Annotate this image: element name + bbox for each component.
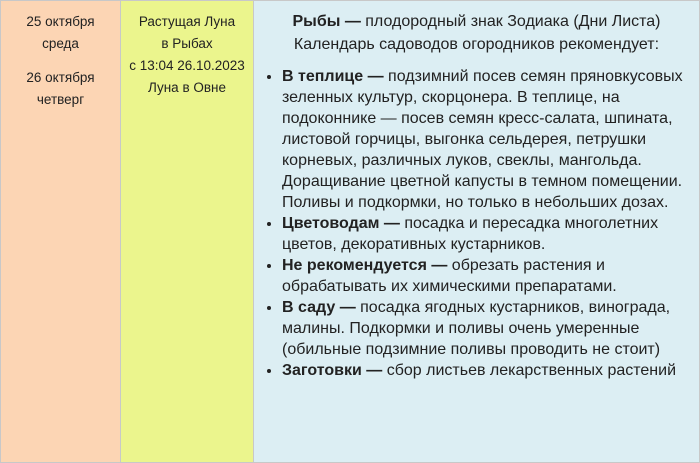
advice-item-not-recommended [282, 255, 693, 297]
moon-sign: в Рыбах [161, 36, 213, 51]
moon-phase: Растущая Луна [138, 14, 236, 29]
advice-item-flowers [282, 213, 693, 255]
advice-item-title: Цветоводам — [282, 215, 400, 232]
moon-cell [121, 1, 254, 463]
date-cell [1, 1, 121, 463]
date-block-2 [1, 55, 120, 111]
advice-item-greenhouse [282, 66, 693, 213]
advice-item-text: подзимний посев семян пряновкусовых зеленных культур, скорцонера. В теплице, на подоконнике — посев семян кресс-салата, шпината, листовой горчицы, выгонка сельдерея, петрушки корневых, различных луков, свеклы, мангольда. Доращивание цветной капусты в темном помещении. Поливы и подкормки, но только в небольших дозах. [282, 68, 683, 211]
advice-item-title: В теплице — [282, 68, 384, 85]
advice-item-text: посадка ягодных кустарников, винограда, малины. Подкормки и поливы очень умеренные (обильные подзимние поливы проводить не стоит) [282, 299, 671, 358]
advice-item-text: сбор листьев лекарственных растений [382, 362, 677, 379]
date-day-2: 26 октября [26, 70, 95, 85]
advice-header-text: плодородный знак Зодиака (Дни Листа) Календарь садоводов огородников рекомендует: [293, 13, 661, 53]
advice-cell [254, 1, 700, 463]
date-block-1 [1, 1, 120, 55]
advice-sign: Рыбы — [292, 13, 361, 30]
advice-item-garden [282, 297, 693, 360]
advice-item-title: Не рекомендуется — [282, 257, 448, 274]
advice-item-title: Заготовки — [282, 362, 383, 379]
date-day-1: 25 октября [26, 14, 95, 29]
calendar-row [1, 1, 700, 463]
moon-block [121, 1, 253, 99]
date-weekday-2: четверг [36, 92, 85, 107]
advice-list [254, 66, 699, 381]
advice-item-text: посадка и пересадка многолетних цветов, декоративных кустарников. [282, 215, 659, 253]
moon-next-sign: Луна в Овне [147, 80, 227, 95]
moon-transition: с 13:04 26.10.2023 [129, 58, 245, 73]
advice-item-title: В саду — [282, 299, 356, 316]
advice-item-text: обрезать растения и обрабатывать их химическими препаратами. [282, 257, 617, 295]
advice-header [254, 1, 699, 56]
date-weekday-1: среда [42, 36, 79, 51]
advice-item-harvest [282, 360, 693, 381]
